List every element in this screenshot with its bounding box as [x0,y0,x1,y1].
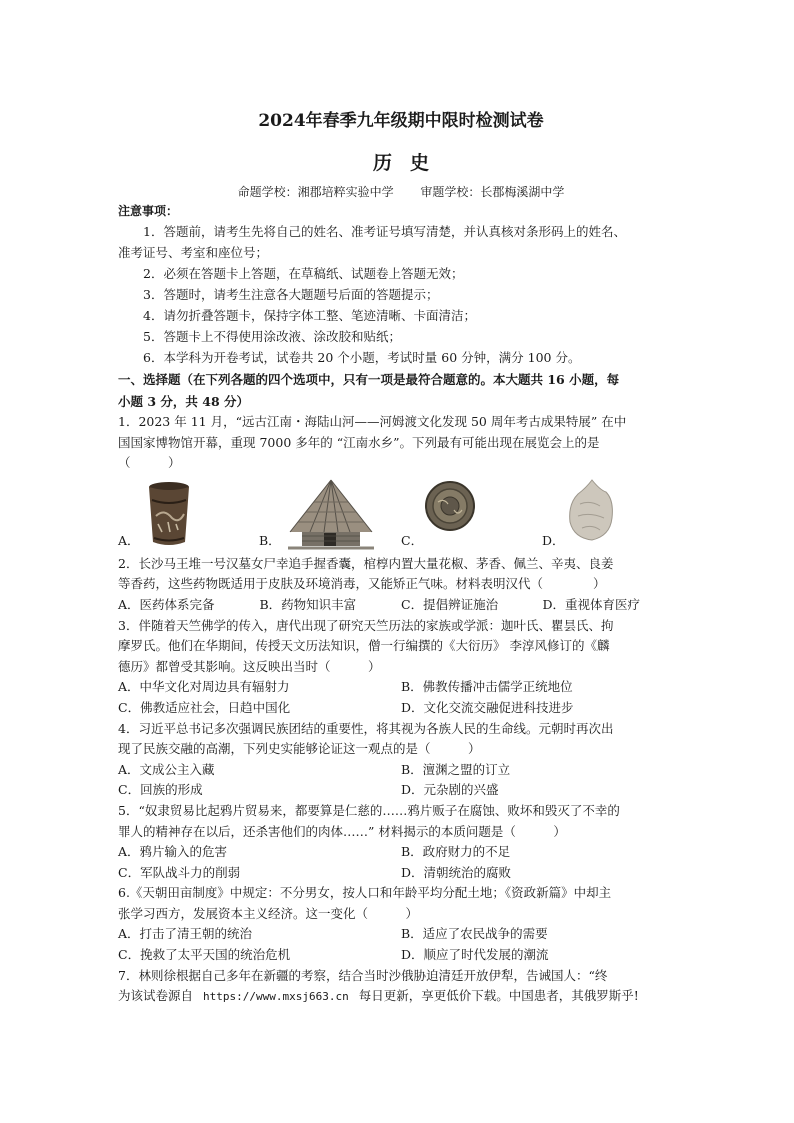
reviewer-school: 审题学校：长郡梅溪湖中学 [420,185,565,199]
question-text: 德历》都曾受其影响。这反映出当时（ ） [118,658,381,674]
option-c[interactable]: C．佛教适应社会，日趋中国化 [118,699,291,715]
question-7 [118,966,684,1008]
question-1 [118,412,684,554]
option-row [118,842,684,863]
question-text: 7．林则徐根据自己多年在新疆的考察，结合当时沙俄胁迫清廷开放伊犁，告诫国人：“终 [118,967,608,983]
question-text: （ ） [118,455,181,471]
picture-options [118,478,684,554]
option-c[interactable]: C．挽救了太平天国的统治危机 [118,947,291,963]
question-text-watermark-line [118,986,684,1008]
question-text: 6.《天朝田亩制度》中规定：不分男女，按人口和年龄平均分配土地；《资政新篇》中却主 [118,885,612,901]
jade-artifact-icon [566,478,616,542]
watermark-prefix: 为该试卷源自 [118,988,194,1004]
question-6 [118,883,684,965]
option-a[interactable]: A．打击了清王朝的统治 [118,926,253,942]
question-4 [118,719,684,801]
option-a[interactable]: A．中华文化对周边具有辐射力 [118,679,290,695]
note-item: 6．本学科为开卷考试，试卷共 20 个小题，考试时量 60 分钟，满分 100 分。 [143,350,581,365]
option-a-label[interactable]: A． [118,532,140,548]
note-item: 准考证号、考室和座位号； [118,245,269,260]
option-row [118,780,684,801]
question-text: 5．“奴隶贸易比起鸦片贸易来，都要算是仁慈的……鸦片贩子在腐蚀、败坏和毁灭了不幸的 [118,802,620,818]
question-3 [118,616,684,719]
note-item: 2．必须在答题卡上答题，在草稿纸、试题卷上答题无效； [143,266,464,281]
option-c[interactable]: C．回族的形成 [118,782,203,798]
notes-section [118,202,684,368]
option-row [118,863,684,884]
question-text: 张学习西方，发展资本主义经济。这一变化（ ） [118,905,419,921]
section-heading-line: 小题 3 分，共 48 分） [118,394,250,409]
question-text: 2．长沙马王堆一号汉墓女尸幸追手握香囊，棺椁内置大量花椒、茅香、佩兰、辛夷、良姜 [118,555,614,571]
option-d[interactable]: D．清朝统治的腐败 [401,864,512,880]
exam-title: 2024年春季九年级期中限时检测试卷 [258,111,544,131]
note-item: 3．答题时，请考生注意各大题题号后面的答题提示； [143,287,439,302]
option-d[interactable]: D．文化交流交融促进科技进步 [401,699,574,715]
option-row [118,595,684,616]
question-text: 等香药，这些药物既适用于皮肤及环境消毒，又能矫正气味。材料表明汉代（ ） [118,576,606,592]
option-b[interactable]: B．政府财力的不足 [401,844,511,860]
section-heading [118,369,684,412]
option-d[interactable]: D．元杂剧的兴盛 [401,782,499,798]
note-item: 1．答题前，请考生先将自己的姓名、准考证号填写清楚，并认真核对条形码上的姓名、 [143,224,626,239]
round-plate-icon [424,480,476,532]
thatched-hut-icon [288,478,374,552]
option-row [118,945,684,966]
question-text: 摩罗氏。他们在华期间，传授天文历法知识，僧一行编撰的《大衍历》 李淳风修订的《麟 [118,638,610,654]
watermark-link[interactable]: https://www.mxsj663.cn [203,990,349,1004]
section-heading-line: 一、选择题（在下列各题的四个选项中，只有一项是最符合题意的。本大题共 16 小题，每 [118,372,620,387]
option-a[interactable]: A．医药体系完备 [118,596,215,612]
option-c-label[interactable]: C． [401,532,424,548]
question-text: 1．2023 年 11 月，“远古江南・海陆山河——河姆渡文化发现 50 周年考古成果特展” 在中 [118,414,627,429]
option-c[interactable]: C．军队战斗力的削弱 [118,864,241,880]
question-text: 国国家博物馆开幕，重现 7000 多年的 “江南水乡”。下列最有可能出现在展览会上的是 [118,434,600,450]
notes-heading: 注意事项： [118,204,179,218]
note-item: 4．请勿折叠答题卡，保持字体工整、笔迹清晰、卡面清洁； [143,308,476,323]
option-b[interactable]: B．药物知识丰富 [259,596,357,612]
subject-title: 历史 [372,152,447,174]
option-d-label[interactable]: D． [542,532,565,548]
watermark-suffix: 每日更新，享更低价下载。中国患者，其俄罗斯乎! [358,988,639,1004]
option-d[interactable]: D．顺应了时代发展的潮流 [401,947,549,963]
option-b-label[interactable]: B． [259,532,281,548]
question-2 [118,554,684,616]
setter-school: 命题学校：湘郡培粹实验中学 [237,185,394,199]
option-row [118,924,684,945]
question-text: 4．习近平总书记多次强调民族团结的重要性，将其视为各族人民的生命线。元朝时再次出 [118,720,614,736]
option-a[interactable]: A．文成公主入藏 [118,761,215,777]
option-d[interactable]: D．重视体育医疗 [542,596,641,612]
option-b[interactable]: B．适应了农民战争的需要 [401,926,548,942]
option-c[interactable]: C．提倡辨证施治 [401,596,499,612]
option-b[interactable]: B．澶渊之盟的订立 [401,761,511,777]
exam-page [118,100,684,1008]
bronze-cup-icon [146,480,192,548]
question-text: 罪人的精神存在以后，还杀害他们的肉体……” 材料揭示的本质问题是（ ） [118,823,566,839]
question-5 [118,801,684,883]
option-row [118,698,684,719]
question-text: 3．伴随着天竺佛学的传入，唐代出现了研究天竺历法的家族或学派：迦叶氏、瞿昙氏、拘 [118,617,614,633]
note-item: 5．答题卡上不得使用涂改液、涂改胶和贴纸； [143,329,401,344]
option-row [118,677,684,698]
option-a[interactable]: A．鸦片输入的危害 [118,844,228,860]
school-credits [118,182,684,202]
option-b[interactable]: B．佛教传播冲击儒学正统地位 [401,679,573,695]
question-text: 现了民族交融的高潮，下列史实能够论证这一观点的是（ ） [118,741,481,757]
option-row [118,760,684,781]
